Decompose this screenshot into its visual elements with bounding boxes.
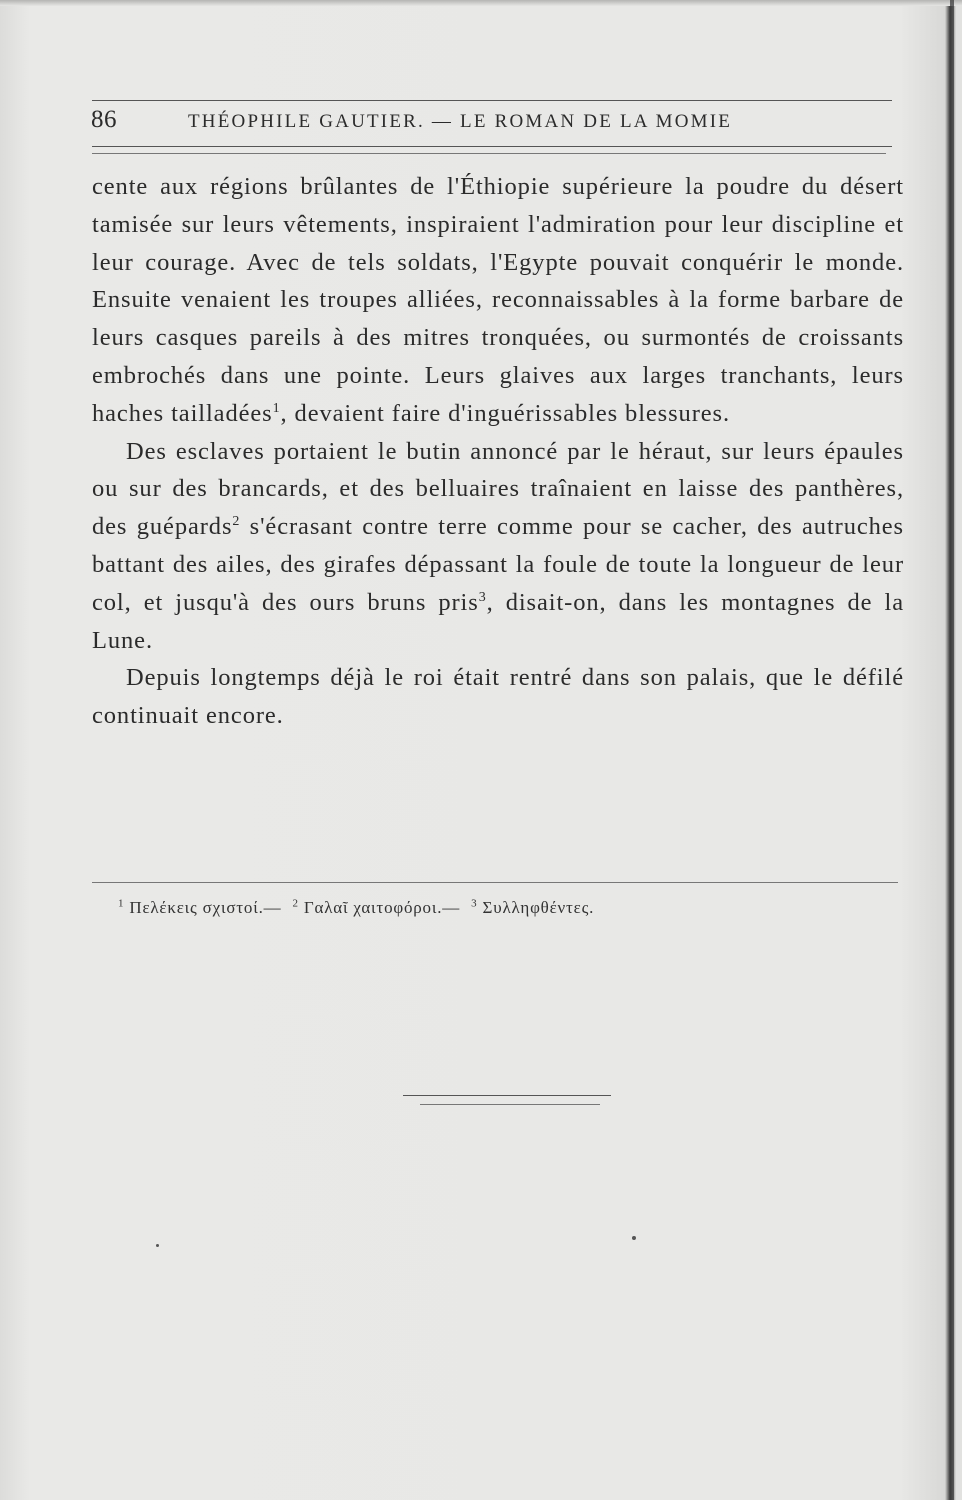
scan-speck bbox=[156, 1244, 159, 1247]
footnote-2: $^2$ Γαλαῖ χαιτοφόροι.— bbox=[292, 897, 461, 917]
running-head bbox=[91, 106, 891, 140]
page-binding-edge bbox=[950, 0, 954, 1500]
header-bottom-rule-2 bbox=[92, 153, 886, 154]
running-title: THÉOPHILE GAUTIER. — LE ROMAN DE LA MOMIE bbox=[188, 111, 733, 132]
end-ornament-rule bbox=[403, 1095, 611, 1096]
paragraph-3: Depuis longtemps déjà le roi était rentré dans son palais, que le défilé continuait encore. bbox=[92, 664, 904, 730]
header-top-rule bbox=[92, 100, 892, 101]
footnote-ref-2: 2 bbox=[232, 514, 241, 530]
footnote-separator bbox=[92, 882, 898, 883]
end-ornament-rule-2 bbox=[420, 1104, 600, 1105]
page-top-edge bbox=[0, 0, 962, 6]
page-number: 86 bbox=[91, 106, 117, 133]
header-bottom-rule bbox=[92, 146, 892, 147]
scan-speck bbox=[632, 1236, 636, 1240]
paragraph-2: Des esclaves portaient le butin annoncé par le héraut, sur leurs épaules ou sur des brancards, et des belluaires traînaient en laisse des panthères, des guépards$^2$ s'écrasant contre terre comme pour se cacher, des autruches battant des ailes, des girafes dépassant la foule de toute la longueur de leur col, et jusqu'à des ours bruns pris$^3$, disait-on, dans les montagnes de la Lune. bbox=[92, 437, 904, 654]
body-text bbox=[92, 168, 904, 735]
footnote-ref-3: 3 bbox=[478, 589, 487, 605]
footnote-ref-1: 1 bbox=[272, 400, 281, 416]
footnotes bbox=[118, 898, 898, 918]
footnote-3: $^3$ Συλληφθέντες. bbox=[471, 897, 595, 917]
paragraph-1: cente aux régions brûlantes de l'Éthiopie supérieure la poudre du désert tamisée sur leurs vêtements, inspiraient l'admiration pour leur discipline et leur courage. Avec de tels soldats, l'Egypte pouvait conquérir le monde. Ensuite venaient les troupes alliées, reconnaissables à la forme barbare de leurs casques pareils à des mitres tronquées, ou surmontés de croissants embrochés dans une pointe. Leurs glaives aux larges tranchants, leurs haches tailladées$^1$, devaient faire d'inguérissables blessures. bbox=[92, 173, 904, 427]
footnote-1: $^1$ Πελέκεις σχιστοί.— bbox=[118, 897, 282, 917]
